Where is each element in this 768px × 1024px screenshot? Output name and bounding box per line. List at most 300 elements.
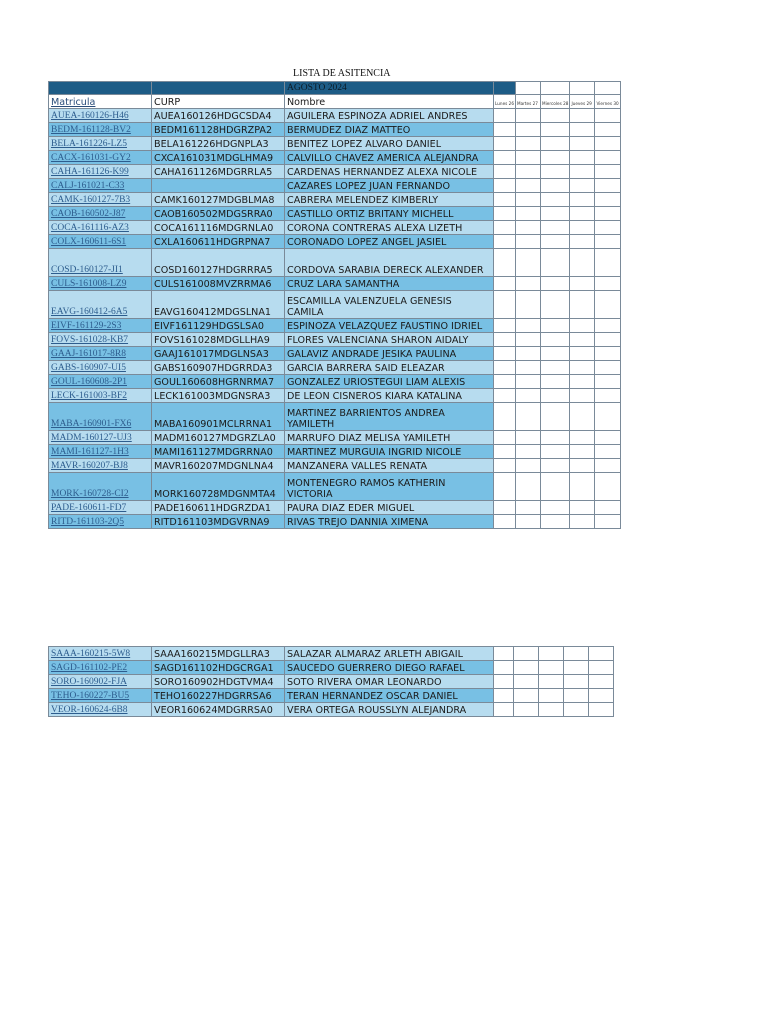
attendance-cell[interactable] — [595, 403, 620, 431]
band-cell — [152, 82, 285, 95]
student-name: CRUZ LARA SAMANTHA — [285, 277, 494, 291]
attendance-cell[interactable] — [595, 375, 620, 389]
attendance-cell[interactable] — [494, 459, 516, 473]
attendance-cell[interactable] — [564, 647, 589, 661]
table-row — [49, 389, 621, 403]
student-matricula-link[interactable]: MAVR-160207-BJ8 — [49, 459, 152, 473]
attendance-cell[interactable] — [595, 137, 620, 151]
student-matricula-link[interactable]: BEDM-161128-BV2 — [49, 123, 152, 137]
student-matricula-link[interactable]: COLX-160611-6S1 — [49, 235, 152, 249]
student-matricula-link[interactable]: MABA-160901-FX6 — [49, 403, 152, 431]
student-name: MARRUFO DIAZ MELISA YAMILETH — [285, 431, 494, 445]
attendance-cell[interactable] — [516, 137, 541, 151]
student-name: SAUCEDO GUERRERO DIEGO RAFAEL — [285, 661, 494, 675]
attendance-cell[interactable] — [494, 473, 516, 501]
student-name: MANZANERA VALLES RENATA — [285, 459, 494, 473]
attendance-cell[interactable] — [541, 515, 570, 529]
student-name: MONTENEGRO RAMOS KATHERIN VICTORIA — [285, 473, 494, 501]
attendance-cell[interactable] — [494, 375, 516, 389]
student-matricula-link[interactable]: BELA-161226-LZ5 — [49, 137, 152, 151]
table-row — [49, 249, 621, 277]
student-curp: CXCA161031MDGLHMA9 — [152, 151, 285, 165]
attendance-cell[interactable] — [595, 361, 620, 375]
table-row — [49, 647, 614, 661]
attendance-cell[interactable] — [589, 647, 614, 661]
attendance-cell[interactable] — [541, 137, 570, 151]
attendance-cell[interactable] — [595, 459, 620, 473]
student-name: CASTILLO ORTIZ BRITANY MICHELL — [285, 207, 494, 221]
student-curp: RITD161103MDGVRNA9 — [152, 515, 285, 529]
student-name: CORONADO LOPEZ ANGEL JASIEL — [285, 235, 494, 249]
student-matricula-link[interactable]: MADM-160127-UJ3 — [49, 431, 152, 445]
band-cell — [595, 82, 620, 95]
band-cell — [516, 82, 541, 95]
attendance-cell[interactable] — [595, 501, 620, 515]
attendance-cell[interactable] — [541, 179, 570, 193]
attendance-cell[interactable] — [570, 151, 595, 165]
student-curp: SAGD161102HDGCRGA1 — [152, 661, 285, 675]
attendance-cell[interactable] — [539, 675, 564, 689]
attendance-cell[interactable] — [541, 347, 570, 361]
attendance-cell[interactable] — [570, 123, 595, 137]
attendance-cell[interactable] — [595, 193, 620, 207]
attendance-cell[interactable] — [541, 389, 570, 403]
attendance-cell[interactable] — [516, 501, 541, 515]
attendance-cell[interactable] — [516, 193, 541, 207]
student-name: GALAVIZ ANDRADE JESIKA PAULINA — [285, 347, 494, 361]
student-matricula-link[interactable]: GABS-160907-UI5 — [49, 361, 152, 375]
attendance-table-continued — [48, 646, 614, 717]
table-row — [49, 473, 621, 501]
attendance-cell[interactable] — [570, 473, 595, 501]
attendance-cell[interactable] — [541, 207, 570, 221]
month-label: AGOSTO 2024 — [285, 82, 494, 95]
attendance-cell[interactable] — [516, 277, 541, 291]
attendance-cell[interactable] — [541, 165, 570, 179]
table-row — [49, 165, 621, 179]
table-row — [49, 375, 621, 389]
attendance-cell[interactable] — [516, 515, 541, 529]
table-row — [49, 361, 621, 375]
table-row — [49, 235, 621, 249]
table-row — [49, 689, 614, 703]
attendance-cell[interactable] — [494, 703, 514, 717]
table-row — [49, 193, 621, 207]
attendance-cell[interactable] — [494, 137, 516, 151]
student-name: DE LEON CISNEROS KIARA KATALINA — [285, 389, 494, 403]
attendance-cell[interactable] — [514, 675, 539, 689]
student-curp: CAHA161126MDGRRLA5 — [152, 165, 285, 179]
table-row — [49, 459, 621, 473]
table-row — [49, 123, 621, 137]
attendance-cell[interactable] — [595, 291, 620, 319]
attendance-cell[interactable] — [570, 403, 595, 431]
student-matricula-link[interactable]: LECK-161003-BF2 — [49, 389, 152, 403]
attendance-cell[interactable] — [595, 473, 620, 501]
attendance-cell[interactable] — [595, 235, 620, 249]
table-row — [49, 291, 621, 319]
student-name: CABRERA MELENDEZ KIMBERLY — [285, 193, 494, 207]
student-matricula-link[interactable]: AUEA-160126-H46 — [49, 109, 152, 123]
attendance-cell[interactable] — [589, 689, 614, 703]
student-matricula-link[interactable]: SAAA-160215-5W8 — [49, 647, 152, 661]
attendance-cell[interactable] — [494, 165, 516, 179]
attendance-cell[interactable] — [541, 235, 570, 249]
attendance-cell[interactable] — [494, 675, 514, 689]
student-name: FLORES VALENCIANA SHARON AIDALY — [285, 333, 494, 347]
student-name: CALVILLO CHAVEZ AMERICA ALEJANDRA — [285, 151, 494, 165]
attendance-cell[interactable] — [570, 389, 595, 403]
attendance-cell[interactable] — [570, 109, 595, 123]
attendance-cell[interactable] — [494, 515, 516, 529]
attendance-cell[interactable] — [514, 689, 539, 703]
attendance-cell[interactable] — [564, 689, 589, 703]
student-matricula-link[interactable]: CULS-161008-LZ9 — [49, 277, 152, 291]
header-curp: CURP — [152, 95, 285, 109]
attendance-cell[interactable] — [539, 647, 564, 661]
attendance-cell[interactable] — [494, 431, 516, 445]
attendance-cell[interactable] — [541, 151, 570, 165]
attendance-cell[interactable] — [516, 319, 541, 333]
attendance-table — [48, 81, 621, 529]
student-curp: MADM160127MDGRZLA0 — [152, 431, 285, 445]
student-curp: GAAJ161017MDGLNSA3 — [152, 347, 285, 361]
band-cell — [49, 82, 152, 95]
attendance-cell[interactable] — [595, 319, 620, 333]
student-name: ESPINOZA VELAZQUEZ FAUSTINO IDRIEL — [285, 319, 494, 333]
student-matricula-link[interactable]: GAAJ-161017-8R8 — [49, 347, 152, 361]
attendance-cell[interactable] — [595, 445, 620, 459]
student-matricula-link[interactable]: COSD-160127-JI1 — [49, 249, 152, 277]
student-name: BERMUDEZ DIAZ MATTEO — [285, 123, 494, 137]
attendance-cell[interactable] — [494, 361, 516, 375]
table-row — [49, 179, 621, 193]
attendance-cell[interactable] — [516, 179, 541, 193]
attendance-cell[interactable] — [541, 375, 570, 389]
student-name: CORDOVA SARABIA DERECK ALEXANDER — [285, 249, 494, 277]
attendance-cell[interactable] — [589, 661, 614, 675]
student-matricula-link[interactable]: EIVF-161129-2S3 — [49, 319, 152, 333]
attendance-cell[interactable] — [541, 249, 570, 277]
student-curp: CULS161008MVZRRMA6 — [152, 277, 285, 291]
attendance-cell[interactable] — [541, 193, 570, 207]
student-curp: EIVF161129HDGSLSA0 — [152, 319, 285, 333]
attendance-cell[interactable] — [570, 221, 595, 235]
student-name: CORONA CONTRERAS ALEXA LIZETH — [285, 221, 494, 235]
student-curp: BELA161226HDGNPLA3 — [152, 137, 285, 151]
student-curp: MAMI161127MDGRRNA0 — [152, 445, 285, 459]
header-nombre: Nombre — [285, 95, 494, 109]
attendance-cell[interactable] — [564, 661, 589, 675]
attendance-cell[interactable] — [494, 277, 516, 291]
attendance-cell[interactable] — [541, 431, 570, 445]
attendance-cell[interactable] — [595, 221, 620, 235]
attendance-cell[interactable] — [539, 689, 564, 703]
attendance-cell[interactable] — [595, 109, 620, 123]
student-matricula-link[interactable]: RITD-161103-2Q5 — [49, 515, 152, 529]
table-row — [49, 445, 621, 459]
attendance-cell[interactable] — [516, 151, 541, 165]
student-name: AGUILERA ESPINOZA ADRIEL ANDRES — [285, 109, 494, 123]
attendance-cell[interactable] — [570, 235, 595, 249]
attendance-cell[interactable] — [589, 675, 614, 689]
attendance-cell[interactable] — [516, 123, 541, 137]
attendance-cell[interactable] — [564, 703, 589, 717]
attendance-cell[interactable] — [595, 249, 620, 277]
table-row — [49, 347, 621, 361]
student-matricula-link[interactable]: CAMK-160127-7B3 — [49, 193, 152, 207]
attendance-cell[interactable] — [570, 431, 595, 445]
table-row — [49, 515, 621, 529]
attendance-cell[interactable] — [516, 221, 541, 235]
student-curp: SORO160902HDGTVMA4 — [152, 675, 285, 689]
attendance-cell[interactable] — [570, 179, 595, 193]
student-curp: CXLA160611HDGRPNA7 — [152, 235, 285, 249]
attendance-cell[interactable] — [570, 347, 595, 361]
student-matricula-link[interactable]: VEOR-160624-6B8 — [49, 703, 152, 717]
attendance-cell[interactable] — [541, 459, 570, 473]
student-curp: MABA160901MCLRRNA1 — [152, 403, 285, 431]
attendance-cell[interactable] — [494, 179, 516, 193]
attendance-cell[interactable] — [494, 249, 516, 277]
attendance-cell[interactable] — [595, 347, 620, 361]
attendance-cell[interactable] — [564, 675, 589, 689]
attendance-cell[interactable] — [541, 501, 570, 515]
attendance-cell[interactable] — [494, 207, 516, 221]
student-curp — [152, 179, 285, 193]
table-row — [49, 403, 621, 431]
header-row — [49, 95, 621, 109]
student-curp: COSD160127HDGRRRA5 — [152, 249, 285, 277]
attendance-cell[interactable] — [541, 319, 570, 333]
attendance-cell[interactable] — [541, 445, 570, 459]
table-row — [49, 221, 621, 235]
attendance-cell[interactable] — [514, 647, 539, 661]
student-matricula-link[interactable]: COCA-161116-AZ3 — [49, 221, 152, 235]
attendance-cell[interactable] — [541, 291, 570, 319]
student-matricula-link[interactable]: CACX-161031-GY2 — [49, 151, 152, 165]
attendance-cell[interactable] — [570, 515, 595, 529]
student-curp: EAVG160412MDGSLNA1 — [152, 291, 285, 319]
student-curp: VEOR160624MDGRRSA0 — [152, 703, 285, 717]
student-name: BENITEZ LOPEZ ALVARO DANIEL — [285, 137, 494, 151]
student-curp: CAOB160502MDGSRRA0 — [152, 207, 285, 221]
table-row — [49, 703, 614, 717]
attendance-cell[interactable] — [570, 445, 595, 459]
attendance-cell[interactable] — [595, 515, 620, 529]
student-curp: MAVR160207MDGNLNA4 — [152, 459, 285, 473]
table-row — [49, 661, 614, 675]
attendance-cell[interactable] — [570, 319, 595, 333]
student-curp: CAMK160127MDGBLMA8 — [152, 193, 285, 207]
student-curp: COCA161116MDGRNLA0 — [152, 221, 285, 235]
header-day-jueves: Jueves 29 — [570, 95, 595, 109]
student-curp: LECK161003MDGNSRA3 — [152, 389, 285, 403]
attendance-cell[interactable] — [595, 151, 620, 165]
attendance-cell[interactable] — [494, 389, 516, 403]
attendance-cell[interactable] — [539, 661, 564, 675]
attendance-cell[interactable] — [570, 459, 595, 473]
student-curp: BEDM161128HDGRZPA2 — [152, 123, 285, 137]
student-matricula-link[interactable]: SAGD-161102-PE2 — [49, 661, 152, 675]
student-name: TERAN HERNANDEZ OSCAR DANIEL — [285, 689, 494, 703]
attendance-cell[interactable] — [570, 333, 595, 347]
student-name: PAURA DIAZ EDER MIGUEL — [285, 501, 494, 515]
attendance-cell[interactable] — [514, 703, 539, 717]
attendance-cell[interactable] — [516, 375, 541, 389]
student-matricula-link[interactable]: MAMI-161127-1H3 — [49, 445, 152, 459]
attendance-cell[interactable] — [541, 109, 570, 123]
attendance-cell[interactable] — [541, 473, 570, 501]
attendance-cell[interactable] — [494, 347, 516, 361]
band-cell — [494, 82, 516, 95]
table-row — [49, 137, 621, 151]
band-cell — [541, 82, 570, 95]
student-curp: GABS160907HDGRRDA3 — [152, 361, 285, 375]
student-curp: AUEA160126HDGCSDA4 — [152, 109, 285, 123]
student-name: ESCAMILLA VALENZUELA GENESIS CAMILA — [285, 291, 494, 319]
student-matricula-link[interactable]: PADE-160611-FD7 — [49, 501, 152, 515]
attendance-cell[interactable] — [539, 703, 564, 717]
student-matricula-link[interactable]: TEHO-160227-BU5 — [49, 689, 152, 703]
attendance-cell[interactable] — [595, 179, 620, 193]
attendance-cell[interactable] — [589, 703, 614, 717]
attendance-cell[interactable] — [516, 235, 541, 249]
attendance-cell[interactable] — [570, 137, 595, 151]
attendance-cell[interactable] — [516, 473, 541, 501]
month-band-row — [49, 82, 621, 95]
attendance-cell[interactable] — [494, 319, 516, 333]
student-name: SALAZAR ALMARAZ ARLETH ABIGAIL — [285, 647, 494, 661]
attendance-cell[interactable] — [516, 165, 541, 179]
attendance-cell[interactable] — [570, 501, 595, 515]
band-cell — [570, 82, 595, 95]
student-curp: MORK160728MDGNMTA4 — [152, 473, 285, 501]
attendance-cell[interactable] — [494, 403, 516, 431]
attendance-cell[interactable] — [494, 235, 516, 249]
attendance-cell[interactable] — [494, 123, 516, 137]
attendance-cell[interactable] — [494, 221, 516, 235]
student-name: SOTO RIVERA OMAR LEONARDO — [285, 675, 494, 689]
header-matricula: Matricula — [49, 95, 152, 109]
attendance-cell[interactable] — [516, 347, 541, 361]
attendance-cell[interactable] — [570, 375, 595, 389]
attendance-cell[interactable] — [494, 445, 516, 459]
attendance-cell[interactable] — [494, 109, 516, 123]
attendance-cell[interactable] — [595, 207, 620, 221]
student-matricula-link[interactable]: MORK-160728-CI2 — [49, 473, 152, 501]
attendance-cell[interactable] — [494, 291, 516, 319]
attendance-cell[interactable] — [494, 647, 514, 661]
attendance-cell[interactable] — [494, 151, 516, 165]
attendance-cell[interactable] — [514, 661, 539, 675]
attendance-cell[interactable] — [570, 277, 595, 291]
attendance-cell[interactable] — [516, 361, 541, 375]
student-curp: GOUL160608HGRNRMA7 — [152, 375, 285, 389]
student-name: CAZARES LOPEZ JUAN FERNANDO — [285, 179, 494, 193]
student-curp: SAAA160215MDGLLRA3 — [152, 647, 285, 661]
student-matricula-link[interactable]: CAHA-161126-K99 — [49, 165, 152, 179]
attendance-cell[interactable] — [595, 165, 620, 179]
table-row — [49, 501, 621, 515]
table-row — [49, 109, 621, 123]
attendance-cell[interactable] — [570, 207, 595, 221]
student-name: RIVAS TREJO DANNIA XIMENA — [285, 515, 494, 529]
attendance-cell[interactable] — [494, 193, 516, 207]
attendance-cell[interactable] — [570, 361, 595, 375]
attendance-cell[interactable] — [541, 277, 570, 291]
header-day-martes: Martes 27 — [516, 95, 541, 109]
table-row — [49, 675, 614, 689]
attendance-cell[interactable] — [570, 193, 595, 207]
attendance-cell[interactable] — [516, 431, 541, 445]
student-name: GARCIA BARRERA SAID ELEAZAR — [285, 361, 494, 375]
student-matricula-link[interactable]: CALJ-161021-C33 — [49, 179, 152, 193]
attendance-cell[interactable] — [541, 403, 570, 431]
attendance-cell[interactable] — [516, 459, 541, 473]
student-name: MARTINEZ BARRIENTOS ANDREA YAMILETH — [285, 403, 494, 431]
student-matricula-link[interactable]: GOUL-160608-2P1 — [49, 375, 152, 389]
student-curp: PADE160611HDGRZDA1 — [152, 501, 285, 515]
attendance-cell[interactable] — [516, 389, 541, 403]
attendance-cell[interactable] — [516, 403, 541, 431]
header-day-viernes: Viernes 30 — [595, 95, 620, 109]
header-day-lunes: Lunes 26 — [494, 95, 516, 109]
table-row — [49, 151, 621, 165]
attendance-cell[interactable] — [494, 501, 516, 515]
table-row — [49, 333, 621, 347]
attendance-cell[interactable] — [494, 333, 516, 347]
attendance-cell[interactable] — [494, 689, 514, 703]
attendance-cell[interactable] — [516, 109, 541, 123]
attendance-cell[interactable] — [595, 123, 620, 137]
attendance-cell[interactable] — [595, 277, 620, 291]
attendance-cell[interactable] — [595, 389, 620, 403]
table-row — [49, 319, 621, 333]
student-name: GONZALEZ URIOSTEGUI LIAM ALEXIS — [285, 375, 494, 389]
student-name: CARDENAS HERNANDEZ ALEXA NICOLE — [285, 165, 494, 179]
student-curp: FOVS161028MDGLLHA9 — [152, 333, 285, 347]
student-name: MARTINEZ MURGUIA INGRID NICOLE — [285, 445, 494, 459]
student-matricula-link[interactable]: EAVG-160412-6A5 — [49, 291, 152, 319]
attendance-cell[interactable] — [516, 207, 541, 221]
attendance-cell[interactable] — [541, 361, 570, 375]
attendance-cell[interactable] — [595, 333, 620, 347]
table-row — [49, 277, 621, 291]
header-day-miercoles: Miercoles 28 — [541, 95, 570, 109]
student-matricula-link[interactable]: SORO-160902-FJA — [49, 675, 152, 689]
attendance-cell[interactable] — [541, 333, 570, 347]
table-row — [49, 207, 621, 221]
attendance-cell[interactable] — [570, 165, 595, 179]
attendance-cell[interactable] — [516, 291, 541, 319]
attendance-cell[interactable] — [570, 249, 595, 277]
student-name: VERA ORTEGA ROUSSLYN ALEJANDRA — [285, 703, 494, 717]
attendance-cell[interactable] — [541, 221, 570, 235]
student-matricula-link[interactable]: FOVS-161028-KB7 — [49, 333, 152, 347]
student-matricula-link[interactable]: CAOB-160502-J87 — [49, 207, 152, 221]
attendance-cell[interactable] — [595, 431, 620, 445]
attendance-cell[interactable] — [516, 445, 541, 459]
attendance-cell[interactable] — [570, 291, 595, 319]
attendance-cell[interactable] — [494, 661, 514, 675]
attendance-cell[interactable] — [516, 333, 541, 347]
attendance-cell[interactable] — [516, 249, 541, 277]
document-title: LISTA DE ASITENCIA — [293, 68, 391, 79]
table-row — [49, 431, 621, 445]
student-curp: TEHO160227HDGRRSA6 — [152, 689, 285, 703]
attendance-cell[interactable] — [541, 123, 570, 137]
